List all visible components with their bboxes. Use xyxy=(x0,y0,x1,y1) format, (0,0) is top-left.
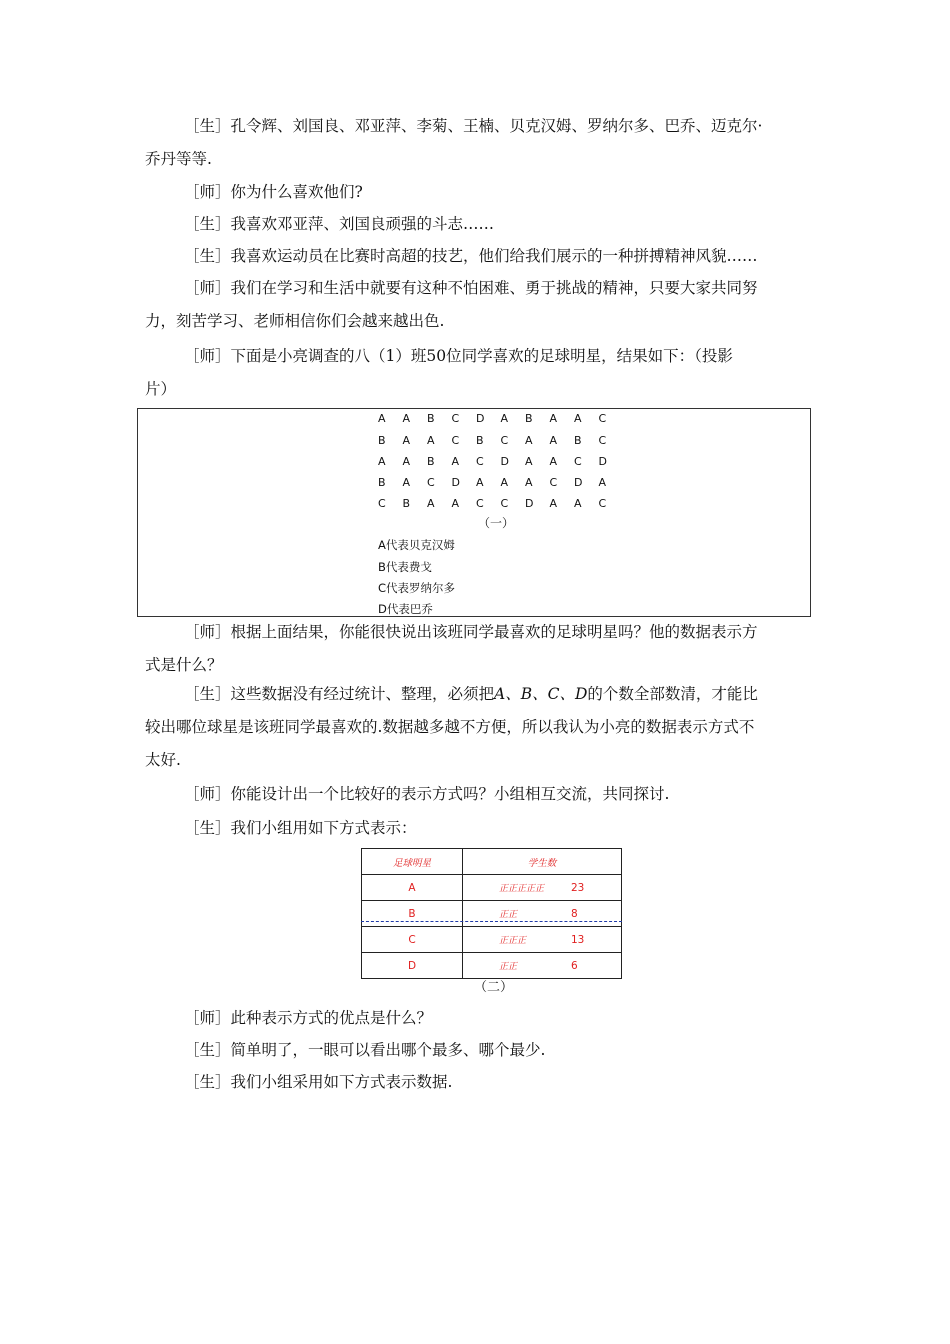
variable-letters: A、B、C、D xyxy=(494,685,588,703)
survey-letter: A xyxy=(574,412,582,425)
paragraph-7 xyxy=(145,616,810,682)
survey-grid-row xyxy=(378,455,623,468)
survey-letter: A xyxy=(525,476,533,489)
legend-item-b: B代表费戈 xyxy=(378,560,432,574)
star-cell: A xyxy=(362,875,463,901)
survey-letter: A xyxy=(549,434,558,447)
survey-grid-row xyxy=(378,497,623,510)
survey-letter: B xyxy=(427,455,435,468)
survey-letter: A xyxy=(525,434,533,447)
survey-letter: B xyxy=(427,412,435,425)
survey-figure xyxy=(137,408,811,617)
table-caption: （二） xyxy=(474,980,514,995)
speaker-tag: ［师］ xyxy=(184,279,231,297)
count-value: 6 xyxy=(571,960,578,972)
survey-letter: C xyxy=(476,455,484,468)
survey-letter: D xyxy=(574,476,583,489)
survey-letter: A xyxy=(549,497,558,510)
survey-letter: C xyxy=(574,455,582,468)
survey-letter: C xyxy=(598,412,607,425)
survey-letter: A xyxy=(549,412,558,425)
dashed-divider xyxy=(361,921,622,922)
speaker-tag: ［师］ xyxy=(184,347,231,365)
survey-letter: C xyxy=(476,497,484,510)
paragraph-2 xyxy=(145,176,810,208)
paragraph-text: 你为什么喜欢他们? xyxy=(230,183,363,201)
paragraph-continuation: 太好. xyxy=(145,751,181,769)
survey-letter: A xyxy=(500,476,509,489)
paragraph-5 xyxy=(145,272,810,338)
count-value: 13 xyxy=(571,934,585,946)
legend-item-a: A代表贝克汉姆 xyxy=(378,538,455,552)
paragraph-continuation: 力，刻苦学习、老师相信你们会越来越出色. xyxy=(145,312,445,330)
paragraph-6 xyxy=(145,340,810,406)
survey-letter: A xyxy=(598,476,607,489)
paragraph-text: 我们小组采用如下方式表示数据. xyxy=(230,1073,453,1091)
survey-letter: A xyxy=(402,434,411,447)
survey-letter: C xyxy=(451,412,460,425)
paragraph-text: 简单明了，一眼可以看出哪个最多、哪个最少. xyxy=(230,1041,546,1059)
speaker-tag: ［生］ xyxy=(184,819,231,837)
survey-letter: C xyxy=(427,476,435,489)
header-star: 足球明星 xyxy=(362,849,463,875)
paragraph-text: 下面是小亮调查的八（1）班50位同学喜欢的足球明星，结果如下：（投影 xyxy=(230,347,733,365)
survey-letter: D xyxy=(500,455,509,468)
survey-letter: A xyxy=(549,455,558,468)
survey-letter: B xyxy=(476,434,484,447)
paragraph-text: 这些数据没有经过统计、整理，必须把 xyxy=(230,685,495,703)
survey-letter: C xyxy=(500,497,509,510)
paragraph-8 xyxy=(145,678,810,777)
survey-letter: B xyxy=(378,434,386,447)
table-row xyxy=(362,875,622,901)
figure-caption: （一） xyxy=(478,516,515,530)
survey-grid-row xyxy=(378,476,623,489)
paragraph-text: 的个数全部数清，才能比 xyxy=(587,685,758,703)
survey-letter: A xyxy=(402,476,411,489)
speaker-tag: ［师］ xyxy=(184,1009,231,1027)
speaker-tag: ［师］ xyxy=(184,785,231,803)
tally-marks: 正正正 xyxy=(499,936,527,946)
survey-letter: C xyxy=(598,497,607,510)
paragraph-1 xyxy=(145,110,810,176)
paragraph-4 xyxy=(145,240,810,272)
table-row xyxy=(362,927,622,953)
survey-grid-row xyxy=(378,434,623,447)
survey-letter: D xyxy=(598,455,607,468)
count-value: 8 xyxy=(571,908,578,920)
survey-letter: A xyxy=(451,497,460,510)
speaker-tag: ［生］ xyxy=(184,117,231,135)
survey-letter: B xyxy=(378,476,386,489)
paragraph-9 xyxy=(145,778,810,810)
survey-letter: C xyxy=(378,497,386,510)
speaker-tag: ［师］ xyxy=(184,623,231,641)
paragraph-text: 我喜欢邓亚萍、刘国良顽强的斗志…… xyxy=(230,215,495,233)
survey-letter: A xyxy=(525,455,533,468)
tally-table xyxy=(361,848,622,979)
count-value: 23 xyxy=(571,882,585,894)
paragraph-10 xyxy=(145,812,810,844)
survey-letter: B xyxy=(525,412,533,425)
table-row xyxy=(362,901,622,927)
survey-letter: A xyxy=(500,412,509,425)
survey-letter: C xyxy=(598,434,607,447)
survey-letter: A xyxy=(378,455,386,468)
speaker-tag: ［生］ xyxy=(184,685,231,703)
legend-item-d: D代表巴乔 xyxy=(378,602,433,616)
table-header-row xyxy=(362,849,622,875)
survey-letter: C xyxy=(451,434,460,447)
header-count: 学生数 xyxy=(463,849,622,875)
survey-letter: D xyxy=(525,497,534,510)
survey-letter: A xyxy=(402,455,411,468)
paragraph-13 xyxy=(145,1066,810,1098)
speaker-tag: ［生］ xyxy=(184,1073,231,1091)
paragraph-continuation: 片） xyxy=(145,380,177,398)
speaker-tag: ［生］ xyxy=(184,247,231,265)
star-cell: C xyxy=(362,927,463,953)
survey-letter: B xyxy=(574,434,582,447)
survey-letter: C xyxy=(500,434,509,447)
survey-letter: A xyxy=(476,476,484,489)
survey-letter: D xyxy=(476,412,485,425)
table-row xyxy=(362,953,622,979)
paragraph-continuation: 较出哪位球星是该班同学最喜欢的.数据越多越不方便，所以我认为小亮的数据表示方式不 xyxy=(145,718,755,736)
survey-letter: B xyxy=(402,497,411,510)
speaker-tag: ［生］ xyxy=(184,215,231,233)
tally-marks: 正正 xyxy=(499,910,518,920)
tally-marks: 正正正正正 xyxy=(499,884,545,894)
legend-item-c: C代表罗纳尔多 xyxy=(378,581,456,595)
survey-letter: C xyxy=(549,476,558,489)
survey-letter: A xyxy=(378,412,386,425)
paragraph-text: 此种表示方式的优点是什么？ xyxy=(230,1009,433,1027)
paragraph-text: 我喜欢运动员在比赛时高超的技艺，他们给我们展示的一种拼搏精神风貌…… xyxy=(230,247,758,265)
survey-letter: A xyxy=(427,497,435,510)
survey-letter: A xyxy=(427,434,435,447)
paragraph-continuation: 式是什么？ xyxy=(145,656,223,674)
survey-letter: A xyxy=(451,455,460,468)
paragraph-text: 我们小组用如下方式表示： xyxy=(230,819,417,837)
paragraph-text: 孔令辉、刘国良、邓亚萍、李菊、王楠、贝克汉姆、罗纳尔多、巴乔、迈克尔· xyxy=(230,117,763,135)
paragraph-continuation: 乔丹等等. xyxy=(145,150,212,168)
star-cell: B xyxy=(362,901,463,927)
survey-letter: A xyxy=(402,412,411,425)
speaker-tag: ［师］ xyxy=(184,183,231,201)
tally-marks: 正正 xyxy=(499,962,518,972)
paragraph-3 xyxy=(145,208,810,240)
paragraph-text: 你能设计出一个比较好的表示方式吗？小组相互交流，共同探讨. xyxy=(230,785,670,803)
survey-grid-row xyxy=(378,412,623,425)
speaker-tag: ［生］ xyxy=(184,1041,231,1059)
survey-letter: A xyxy=(574,497,582,510)
paragraph-11 xyxy=(145,1002,810,1034)
paragraph-12 xyxy=(145,1034,810,1066)
paragraph-text: 根据上面结果，你能很快说出该班同学最喜欢的足球明星吗？他的数据表示方 xyxy=(230,623,758,641)
paragraph-text: 我们在学习和生活中就要有这种不怕困难、勇于挑战的精神，只要大家共同努 xyxy=(230,279,758,297)
survey-letter: D xyxy=(451,476,460,489)
star-cell: D xyxy=(362,953,463,979)
